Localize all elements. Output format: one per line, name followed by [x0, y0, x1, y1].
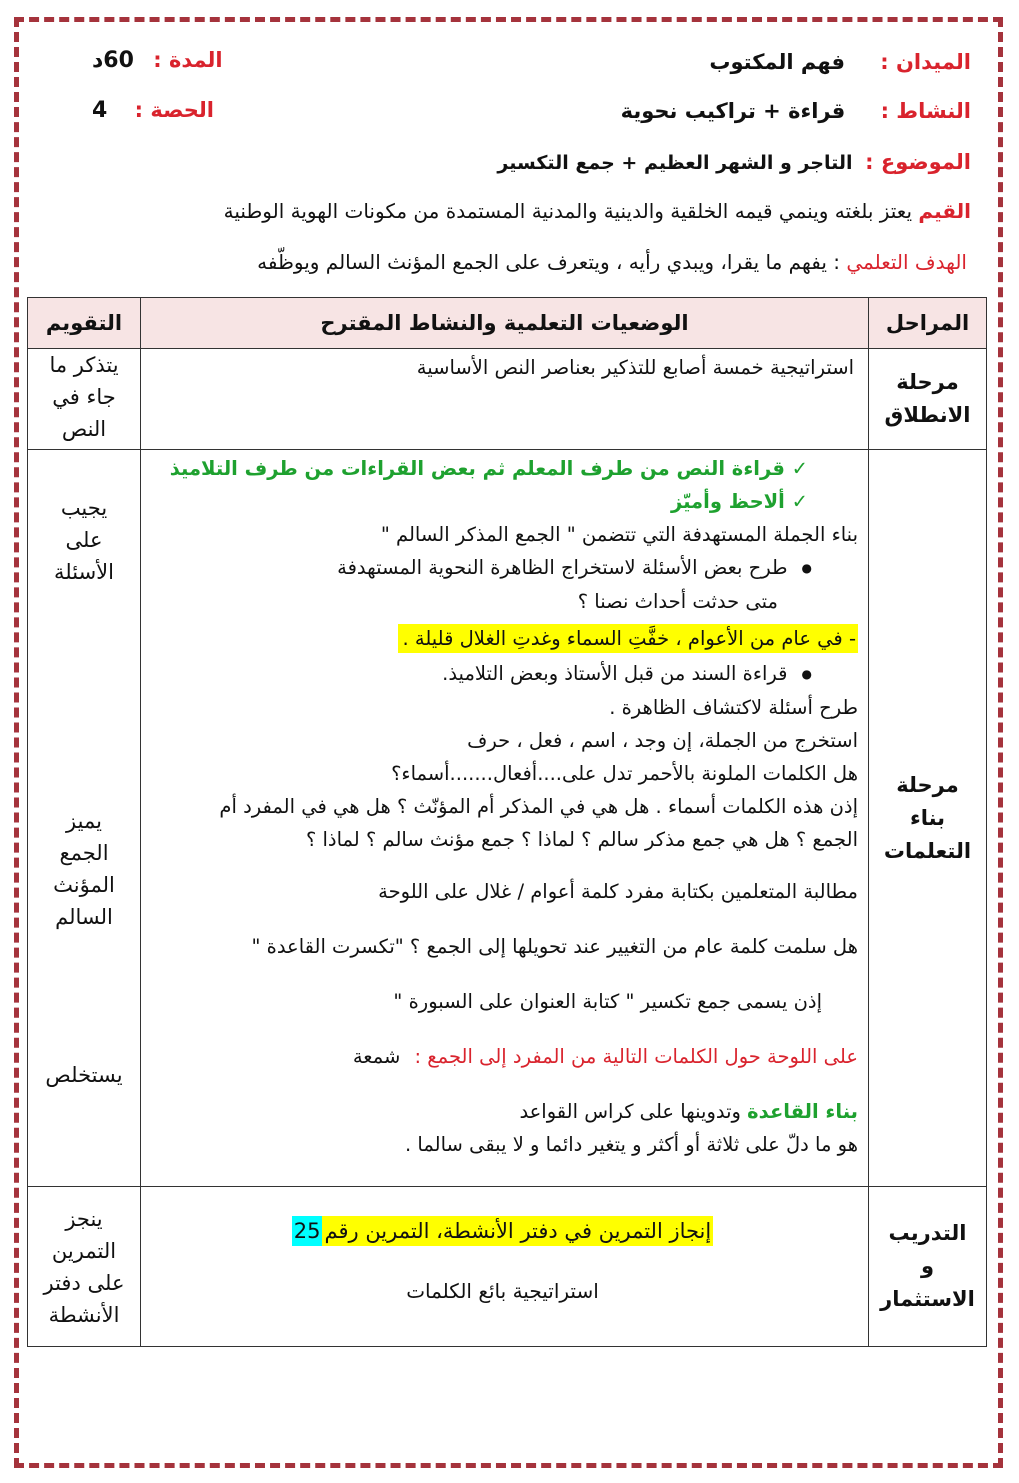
check-item-reading: ✓ قراءة النص من طرف المعلم ثم بعض القراءات من طرف التلاميذ	[169, 457, 808, 480]
session-row	[92, 98, 214, 123]
topic-value: التاجر و الشهر العظيم + جمع التكسير	[497, 152, 853, 174]
field-value: فهم المكتوب	[709, 50, 845, 74]
eval-answers-line3: الأسئلة	[54, 560, 114, 584]
activity-value: قراءة + تراكيب نحوية	[620, 99, 846, 123]
session-value: 4	[92, 98, 108, 123]
build-line-9: إذن هذه الكلمات أسماء . هل هي في المذكر أم المؤنّث ؟ هل هي في المفرد أم	[219, 795, 858, 818]
build-line-11: مطالبة المتعلمين بكتابة مفرد كلمة أعوام / غلال على اللوحة	[378, 880, 858, 903]
rule-building-label: بناء القاعدة	[747, 1100, 858, 1123]
header-activities: الوضعيات التعلمية والنشاط المقترح	[141, 298, 869, 349]
stage-launch-line1: مرحلة	[896, 370, 959, 394]
build-line-6: طرح أسئلة لاكتشاف الظاهرة .	[609, 696, 858, 719]
eval-distinguish-line2: الجمع	[59, 841, 109, 865]
eval-practice-line3: على دفتر	[43, 1270, 125, 1295]
build-line-7: استخرج من الجملة، إن وجد ، اسم ، فعل ، حرف	[467, 729, 858, 752]
stage-build-line2: بناء	[909, 805, 946, 830]
build-line-12: هل سلمت كلمة عام من التغيير عند تحويلها إلى الجمع ؟ "تكسرت القاعدة "	[251, 935, 858, 958]
values-text: يعتز بلغته وينمي قيمه الخلقية والدينية والمدنية المستمدة من مكونات الهوية الوطنية	[223, 199, 913, 223]
exercise-instruction: على اللوحة حول الكلمات التالية من المفرد إلى الجمع :	[414, 1045, 858, 1068]
activity-row	[621, 99, 971, 123]
eval-answers-line2: على	[65, 528, 103, 552]
eval-distinguish-line4: السالم	[55, 905, 113, 929]
evaluation-practice	[28, 1187, 141, 1347]
goal-text: : يفهم ما يقرا، ويبدي رأيه ، ويتعرف على الجمع المؤنث السالم ويوظّفه	[257, 250, 840, 274]
rule-definition: هو ما دلّ على ثلاثة أو أكثر و يتغير دائما و لا يبقى سالما .	[405, 1133, 858, 1156]
practice-task	[147, 1215, 858, 1248]
eval-answers-line1: يجيب	[60, 496, 108, 520]
build-line-10: الجمع ؟ هل هي جمع مذكر سالم ؟ لماذا ؟ جمع مؤنث سالم ؟ لماذا ؟	[305, 828, 858, 851]
values-label: القيم	[918, 199, 971, 223]
build-line-2	[147, 551, 858, 585]
highlighted-sentence: - في عام من الأعوام ، خفَّتِ السماء وغدتِ الغلال قليلة .	[398, 624, 858, 653]
evaluation-launch	[28, 349, 141, 450]
duration-value: 60د	[92, 48, 134, 73]
table-header-row	[28, 298, 987, 349]
stage-practice-line2: و	[920, 1254, 935, 1278]
duration-row	[92, 48, 223, 73]
activity-practice	[141, 1187, 869, 1347]
exercise-word: شمعة	[352, 1045, 401, 1068]
eval-launch-line3: النص	[61, 417, 107, 441]
eval-build-answers	[28, 492, 140, 588]
build-line-3: متى حدثت أحداث نصنا ؟	[577, 590, 778, 613]
duration-label: المدة :	[153, 48, 223, 72]
build-line-2-text: طرح بعض الأسئلة لاستخراج الظاهرة النحوية المستهدفة	[337, 556, 788, 579]
build-line-14	[147, 1040, 858, 1073]
build-line-8: هل الكلمات الملونة بالأحمر تدل على....أفعال.......أسماء؟	[391, 762, 858, 785]
lesson-plan-table	[27, 297, 987, 1347]
stage-practice-line1: التدريب	[888, 1221, 967, 1245]
header-evaluation: التقويم	[28, 298, 141, 349]
practice-task-text: إنجاز التمرين في دفتر الأنشطة، التمرين رقم	[322, 1216, 713, 1246]
eval-build-distinguish	[28, 805, 140, 933]
eval-distinguish-line1: يميز	[66, 809, 102, 833]
stage-build-line3: التعلمات	[883, 838, 972, 863]
activity-launch	[141, 349, 869, 450]
values-row	[224, 199, 971, 223]
check-item-observe: ✓ ألاحظ وأميّز	[670, 490, 808, 513]
eval-conclude-line1: يستخلص	[45, 1063, 123, 1087]
topic-row	[497, 150, 971, 174]
field-label: الميدان :	[880, 50, 971, 74]
stage-launch	[869, 349, 987, 450]
activity-build	[141, 450, 869, 1187]
evaluation-build	[28, 450, 141, 1187]
eval-practice-line1: ينجز	[65, 1206, 103, 1231]
build-line-1: بناء الجملة المستهدفة التي تتضمن " الجمع المذكر السالم "	[380, 523, 858, 546]
stage-launch-line2: الانطلاق	[884, 403, 971, 427]
stage-build-line1: مرحلة	[896, 772, 959, 797]
eval-distinguish-line3: المؤنث	[53, 873, 115, 897]
exercise-number: 25	[292, 1216, 323, 1246]
rule-building-text: وتدوينها على كراس القواعد	[519, 1100, 741, 1123]
build-line-5-text: قراءة السند من قبل الأستاذ وبعض التلاميذ.	[442, 662, 788, 685]
goal-label: الهدف التعلمي	[846, 250, 967, 274]
table-row-build	[28, 450, 987, 1187]
topic-label: الموضوع :	[865, 150, 971, 174]
table-row-practice	[28, 1187, 987, 1347]
stage-practice-line3: الاستثمار	[880, 1287, 975, 1311]
stage-practice	[869, 1187, 987, 1347]
session-label: الحصة :	[134, 98, 214, 122]
build-line-13: إذن يسمى جمع تكسير " كتابة العنوان على السبورة "	[393, 990, 822, 1013]
header-stages: المراحل	[869, 298, 987, 349]
table-row-launch	[28, 349, 987, 450]
goal-row	[257, 250, 967, 274]
launch-activity-text: استراتيجية خمسة أصابع للتذكير بعناصر النص الأساسية	[416, 356, 854, 379]
field-row	[709, 50, 971, 74]
practice-strategy: استراتيجية بائع الكلمات	[406, 1279, 599, 1303]
build-line-5	[147, 657, 858, 691]
eval-practice-line2: التمرين	[51, 1238, 117, 1263]
eval-launch-line1: يتذكر ما	[49, 353, 119, 377]
build-line-4	[147, 622, 858, 655]
eval-practice-line4: الأنشطة	[48, 1302, 120, 1327]
activity-label: النشاط :	[880, 99, 971, 123]
eval-build-conclude	[28, 1059, 140, 1091]
eval-launch-line2: جاء في	[52, 385, 116, 409]
build-line-15	[147, 1095, 858, 1128]
stage-build	[869, 450, 987, 1187]
